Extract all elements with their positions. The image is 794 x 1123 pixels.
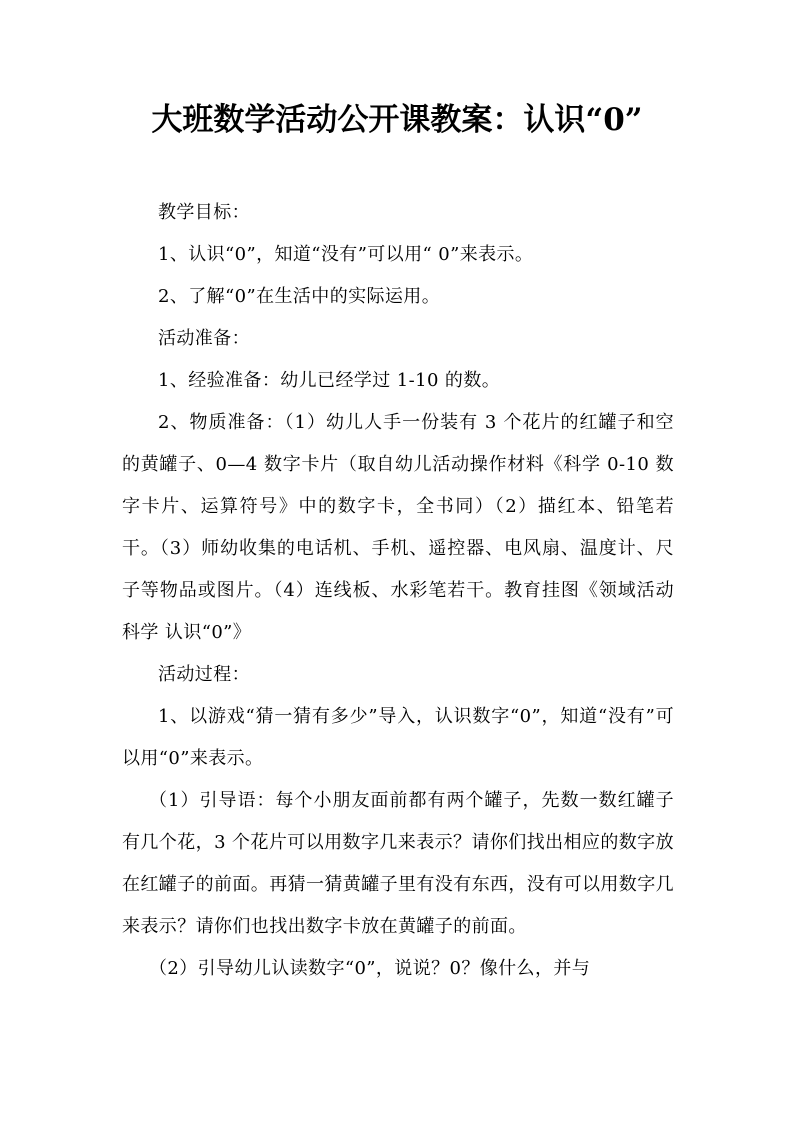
paragraph-process-1-1: （1）引导语：每个小朋友面前都有两个罐子，先数一数红罐子有几个花，3 个花片可以用数字几来表示？请你们找出相应的数字放在红罐子的前面。再猜一猜黄罐子里有没有东西，没有可以用数字几来表示？请你们也找出数字卡放在黄罐子的前面。 xyxy=(122,790,674,937)
paragraph-process-1: 1、以游戏“猜一猜有多少”导入，认识数字“0”，知道“没有”可以用“0”来表示。 xyxy=(122,706,674,769)
document-body xyxy=(122,192,674,990)
paragraph-process-1-2: （2）引导幼儿认读数字“0”，说说？0？像什么，并与 xyxy=(149,958,591,979)
paragraph-preparation-2: 2、物质准备：（1）幼儿人手一份装有 3 个花片的红罐子和空的黄罐子、0—4 数字卡片（取自幼儿活动操作材料《科学 0-10 数字卡片、运算符号》中的数字卡，全书同）（2）描红本、铅笔若干。（3）师幼收集的电话机、手机、遥控器、电风扇、温度计、尺子等物品或图片。（4）连线板、水彩笔若干。教育挂图《领域活动科学 认识“0”》 xyxy=(122,412,674,643)
paragraph-preparation-heading: 活动准备： xyxy=(158,328,250,349)
paragraph-process-heading: 活动过程： xyxy=(158,664,250,685)
paragraph-teaching-goals-heading: 教学目标： xyxy=(158,202,250,223)
paragraph-goal-2: 2、了解“0”在生活中的实际运用。 xyxy=(158,286,441,307)
paragraph-goal-1: 1、认识“0”，知道“没有”可以用“ 0”来表示。 xyxy=(158,244,534,265)
document-title: 大班数学活动公开课教案：认识“0” xyxy=(151,102,643,138)
paragraph-preparation-1: 1、经验准备：幼儿已经学过 1-10 的数。 xyxy=(158,370,501,391)
